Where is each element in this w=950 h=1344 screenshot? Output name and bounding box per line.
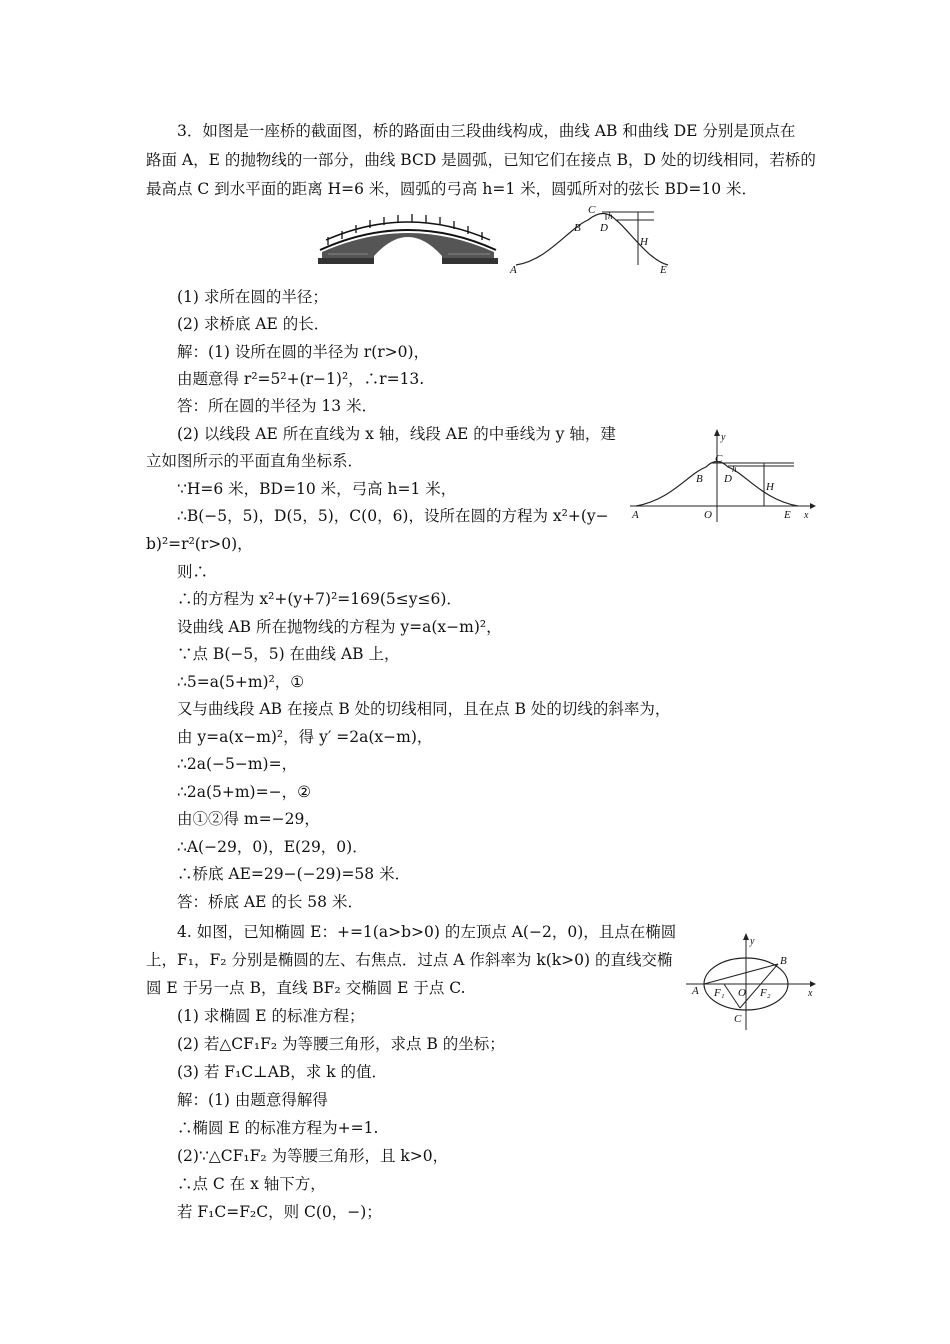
fig3-label-C: C [734,1013,742,1025]
fig2-label-E: E [784,509,791,521]
problem3-solution-4: (2) 以线段 AE 所在直线为 x 轴，线段 AE 的中垂线为 y 轴，建 [177,425,616,443]
fig2-label-C: C [715,453,723,465]
problem3-solution-10: ∴的方程为 x²+(y+7)²=169(5≤y≤6)． [177,590,462,608]
problem3-line-1: 3．如图是一座桥的截面图，桥的路面由三段曲线构成，曲线 AB 和曲线 DE 分别是顶点在 [177,122,796,140]
problem4-line-2: 上，F₁，F₂ 分别是椭圆的左、右焦点．过点 A 作斜率为 k(k>0) 的直线交椭 [146,951,673,969]
fig2-label-x: x [804,510,809,521]
problem4-solution-1: 解：(1) 由题意得解得 [177,1091,328,1109]
fig3-label-A: A [692,985,699,997]
problem4-solution-3: (2)∵△CF₁F₂ 为等腰三角形，且 k>0， [177,1147,449,1165]
problem4-line-3: 圆 E 于另一点 B，直线 BF₂ 交椭圆 E 于点 C. [146,979,466,997]
bridge-illustration [318,212,498,268]
fig1-label-E: E [660,264,667,276]
fig2-label-h: h [732,464,737,474]
problem3-solution-19: ∴A(−29，0)，E(29，0)． [177,838,368,856]
fig3-label-x: x [808,988,813,999]
problem3-solution-9: 则∴ [177,563,209,581]
fig1-label-C: C [588,205,596,216]
problem4-question-1: (1) 求椭圆 E 的标准方程； [177,1007,365,1025]
bridge-coordinate-diagram [626,428,816,524]
problem3-solution-3: 答：所在圆的半径为 13 米． [177,397,378,415]
problem4-question-2: (2) 若△CF₁F₂ 为等腰三角形，求点 B 的坐标； [177,1035,505,1053]
problem3-solution-21: 答：桥底 AE 的长 58 米． [177,893,363,911]
problem4-solution-5: 若 F₁C=F₂C，则 C(0，−)； [177,1203,382,1221]
fig3-label-F2: F₂ [760,987,771,999]
problem3-solution-15: 由 y=a(x−m)²，得 y′ =2a(x−m)， [177,728,433,746]
problem3-solution-1: 解：(1) 设所在圆的半径为 r(r>0)， [177,343,430,361]
fig1-label-h: h [608,211,613,221]
problem3-solution-2: 由题意得 r²=5²+(r−1)²，∴r=13. [177,370,425,388]
problem3-solution-8: b)²=r²(r>0)， [146,535,253,553]
problem3-solution-5: 立如图所示的平面直角坐标系． [146,452,364,470]
problem3-solution-14: 又与曲线段 AB 在接点 B 处的切线相同，且在点 B 处的切线的斜率为， [177,700,671,718]
fig3-label-y: y [750,936,755,947]
problem3-line-2: 路面 A，E 的抛物线的一部分，曲线 BCD 是圆弧，已知它们在接点 B，D 处的切线相同，若桥的 [146,151,816,169]
fig3-label-F1: F₁ [714,987,725,999]
problem3-solution-6: ∵H=6 米，BD=10 米，弓高 h=1 米， [177,480,457,498]
problem3-question-2: (2) 求桥底 AE 的长． [177,315,330,333]
problem3-solution-7: ∴B(−5，5)，D(5，5)，C(0，6)，设所在圆的方程为 x²+(y− [177,507,609,525]
problem4-question-3: (3) 若 F₁C⊥AB，求 k 的值． [177,1063,388,1081]
problem3-solution-13: ∴5=a(5+m)²，① [177,673,305,691]
problem3-line-3: 最高点 C 到水平面的距离 H=6 米，圆弧的弓高 h=1 米，圆弧所对的弦长 BD=10 米． [146,180,758,198]
problem3-solution-20: ∴桥底 AE=29−(−29)=58 米． [177,865,411,883]
problem4-solution-2: ∴椭圆 E 的标准方程为+=1. [177,1119,379,1137]
fig2-label-A: A [632,509,639,521]
problem4-line-1: 4. 如图，已知椭圆 E：+=1(a>b>0) 的左顶点 A(−2，0)，且点在椭圆 [177,923,677,941]
fig2-label-O: O [704,509,712,521]
problem3-solution-18: 由①②得 m=−29， [177,810,320,828]
ellipse-diagram [686,932,816,1032]
problem3-question-1: (1) 求所在圆的半径； [177,288,328,306]
problem3-solution-12: ∵点 B(−5，5) 在曲线 AB 上， [177,645,400,663]
fig2-label-B: B [696,473,703,485]
fig1-label-A: A [510,264,517,276]
fig1-label-B: B [574,222,581,234]
fig1-label-H: H [640,236,648,248]
fig2-label-H: H [766,481,774,493]
fig2-label-D: D [724,473,732,485]
bridge-curve-diagram-1 [508,205,680,277]
problem4-solution-4: ∴点 C 在 x 轴下方， [177,1175,326,1193]
fig3-label-B: B [780,955,787,967]
problem3-solution-17: ∴2a(5+m)=−，② [177,783,311,801]
problem3-solution-16: ∴2a(−5−m)=， [177,755,298,773]
fig3-label-O: O [738,987,746,999]
fig2-label-y: y [721,432,726,443]
fig1-label-D: D [600,222,608,234]
problem3-solution-11: 设曲线 AB 所在抛物线的方程为 y=a(x−m)²， [177,618,502,636]
